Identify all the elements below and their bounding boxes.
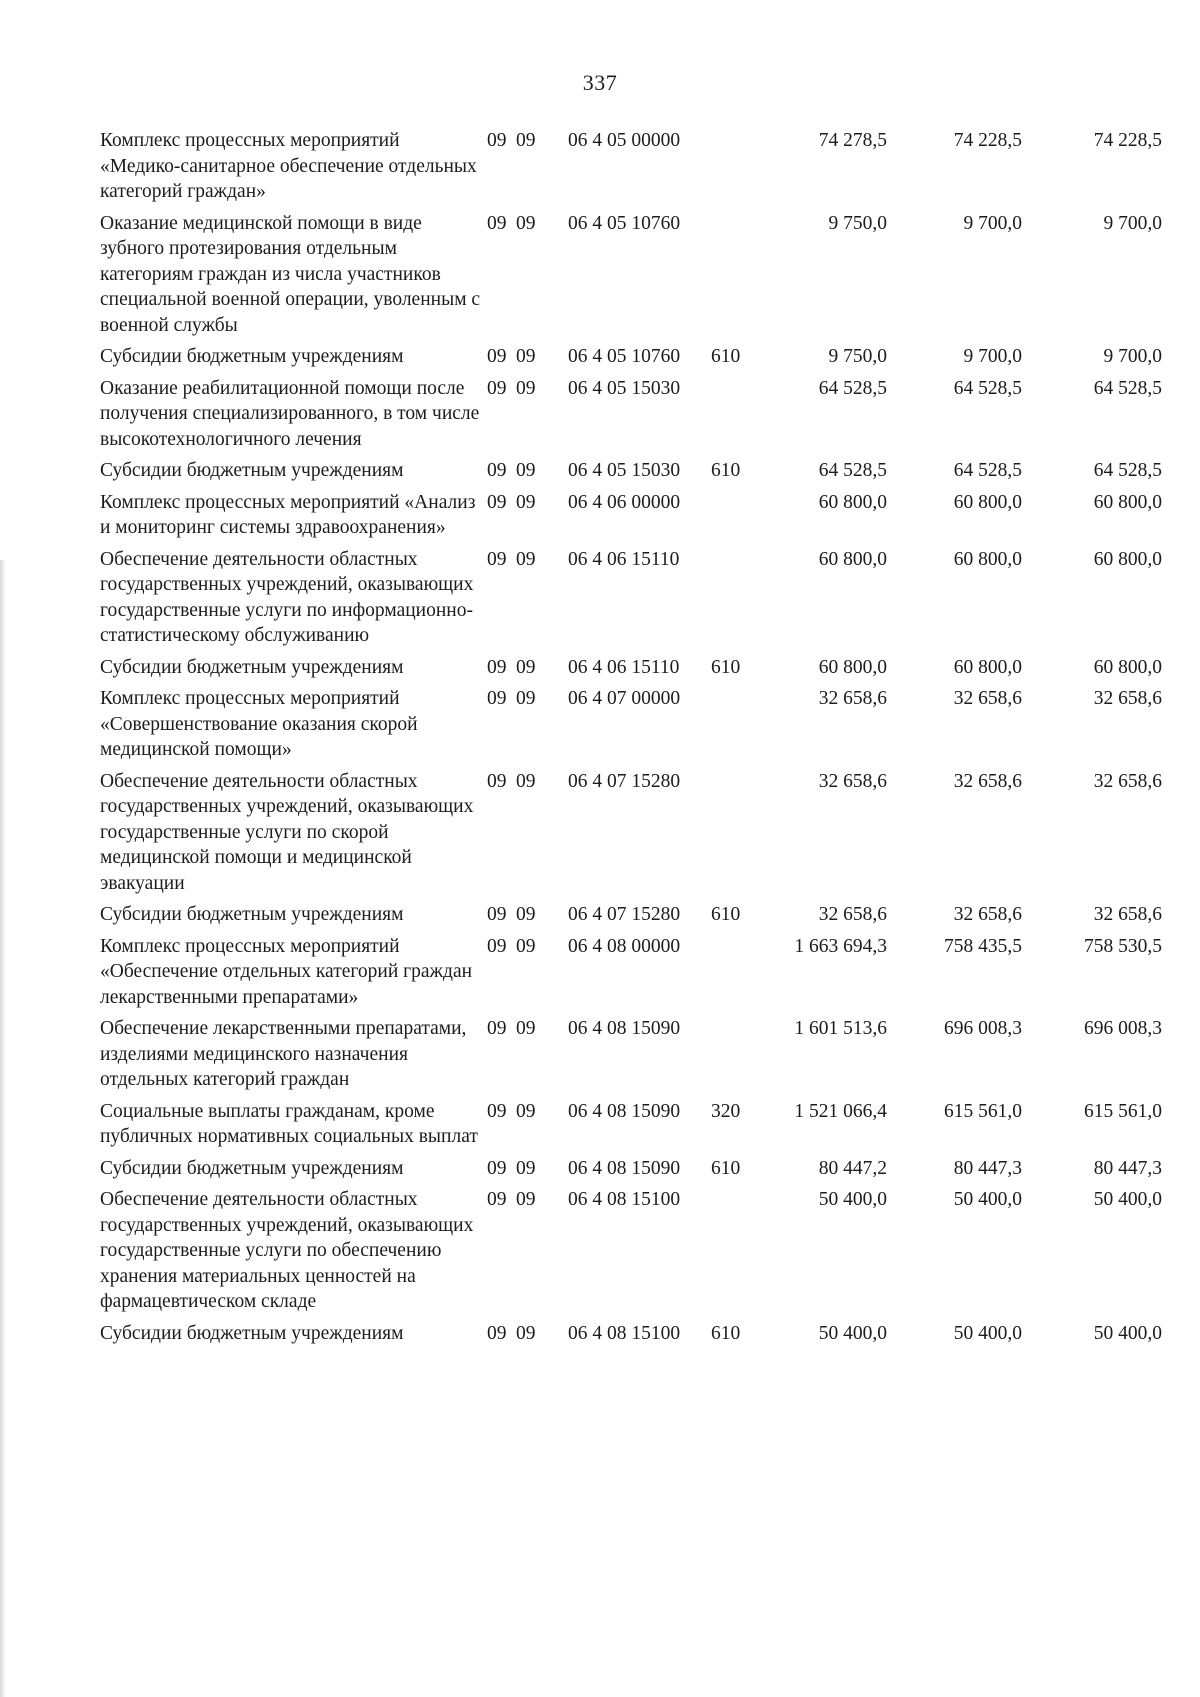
row-name: Комплекс процессных мероприятий «Совершенствование оказания скорой медицинской помощи» xyxy=(100,688,418,760)
row-subsection-code: 09 xyxy=(516,935,536,957)
row-name: Социальные выплаты гражданам, кроме публичных нормативных социальных выплат xyxy=(100,1100,478,1147)
row-amount-year-2: 758 435,5 xyxy=(944,935,1022,957)
row-target-article-code: 06 4 06 00000 xyxy=(568,491,681,513)
row-amount-year-2: 60 800,0 xyxy=(953,656,1022,678)
row-subsection-code: 09 xyxy=(516,770,536,792)
row-amount-year-1: 64 528,5 xyxy=(818,377,887,399)
row-subsection-code: 09 xyxy=(516,377,536,399)
row-amount-year-1: 32 658,6 xyxy=(818,770,887,792)
row-amount-year-3: 50 400,0 xyxy=(1093,1189,1162,1210)
row-amount-year-1: 50 400,0 xyxy=(818,1189,887,1210)
row-subsection-code: 09 xyxy=(516,212,536,234)
table-row xyxy=(100,769,1176,903)
row-amount-year-1: 32 658,6 xyxy=(818,904,887,925)
row-subsection-code: 09 xyxy=(516,491,536,513)
row-amount-year-3: 50 400,0 xyxy=(1093,1322,1162,1344)
row-subsection-code: 09 xyxy=(516,1189,536,1210)
row-amount-year-3: 74 228,5 xyxy=(1093,130,1162,151)
row-section-code: 09 xyxy=(487,904,507,925)
row-section-code: 09 xyxy=(487,656,507,678)
row-expense-type-code: 610 xyxy=(711,656,741,678)
row-amount-year-2: 64 528,5 xyxy=(953,460,1022,481)
row-subsection-code: 09 xyxy=(516,460,536,481)
row-amount-year-3: 32 658,6 xyxy=(1093,688,1162,709)
row-target-article-code: 06 4 06 15110 xyxy=(568,656,680,678)
row-section-code: 09 xyxy=(487,130,507,151)
row-amount-year-2: 9 700,0 xyxy=(963,212,1022,234)
row-amount-year-2: 80 447,3 xyxy=(953,1157,1022,1179)
row-amount-year-1: 64 528,5 xyxy=(818,460,887,481)
row-section-code: 09 xyxy=(487,1100,507,1122)
row-name: Субсидии бюджетным учреждениям xyxy=(100,904,404,925)
row-amount-year-2: 64 528,5 xyxy=(953,377,1022,399)
row-subsection-code: 09 xyxy=(516,656,536,678)
row-section-code: 09 xyxy=(487,1322,507,1344)
scan-edge-shadow xyxy=(0,560,6,1697)
row-amount-year-1: 60 800,0 xyxy=(818,491,887,513)
row-target-article-code: 06 4 05 10760 xyxy=(568,346,681,367)
row-amount-year-3: 696 008,3 xyxy=(1084,1018,1162,1039)
row-amount-year-2: 74 228,5 xyxy=(953,130,1022,151)
table-row xyxy=(100,376,1176,459)
row-amount-year-2: 32 658,6 xyxy=(953,904,1022,925)
row-amount-year-1: 32 658,6 xyxy=(818,688,887,709)
table-row xyxy=(100,1156,1176,1188)
row-target-article-code: 06 4 05 10760 xyxy=(568,212,681,234)
table-row xyxy=(100,458,1176,490)
row-expense-type-code: 610 xyxy=(711,1322,741,1344)
budget-table xyxy=(100,128,1176,1352)
row-amount-year-1: 9 750,0 xyxy=(828,212,887,234)
row-amount-year-1: 60 800,0 xyxy=(818,548,887,570)
row-subsection-code: 09 xyxy=(516,1100,536,1122)
row-amount-year-3: 9 700,0 xyxy=(1103,346,1162,367)
row-amount-year-3: 758 530,5 xyxy=(1084,935,1162,957)
row-name: Субсидии бюджетным учреждениям xyxy=(100,656,404,678)
table-row xyxy=(100,934,1176,1017)
row-amount-year-3: 32 658,6 xyxy=(1093,770,1162,792)
row-name: Субсидии бюджетным учреждениям xyxy=(100,1157,404,1179)
row-amount-year-2: 615 561,0 xyxy=(944,1100,1022,1122)
table-row xyxy=(100,902,1176,934)
row-name: Обеспечение лекарственными препаратами, изделиями медицинского назначения отдельных категорий граждан xyxy=(100,1018,467,1090)
row-target-article-code: 06 4 08 15090 xyxy=(568,1100,681,1122)
row-target-article-code: 06 4 08 15100 xyxy=(568,1189,681,1210)
row-amount-year-3: 60 800,0 xyxy=(1093,491,1162,513)
row-target-article-code: 06 4 05 15030 xyxy=(568,377,681,399)
row-name: Комплекс процессных мероприятий «Обеспечение отдельных категорий граждан лекарственными препаратами» xyxy=(100,935,473,1008)
row-expense-type-code: 320 xyxy=(711,1100,741,1122)
row-amount-year-2: 50 400,0 xyxy=(953,1189,1022,1210)
row-amount-year-2: 696 008,3 xyxy=(944,1018,1022,1039)
row-target-article-code: 06 4 05 00000 xyxy=(568,130,681,151)
row-amount-year-3: 60 800,0 xyxy=(1093,548,1162,570)
row-amount-year-3: 64 528,5 xyxy=(1093,460,1162,481)
row-amount-year-3: 9 700,0 xyxy=(1103,212,1162,234)
row-name: Субсидии бюджетным учреждениям xyxy=(100,1322,404,1344)
page-number: 337 xyxy=(582,70,618,95)
row-target-article-code: 06 4 07 15280 xyxy=(568,770,681,792)
row-expense-type-code: 610 xyxy=(711,904,741,925)
row-amount-year-2: 50 400,0 xyxy=(953,1322,1022,1344)
row-name: Оказание медицинской помощи в виде зубного протезирования отдельным категориям граждан из числа участников специальной военной операции, уволенным с военной службы xyxy=(100,212,481,336)
table-row xyxy=(100,655,1176,687)
row-amount-year-3: 64 528,5 xyxy=(1093,377,1162,399)
row-target-article-code: 06 4 07 00000 xyxy=(568,688,681,709)
row-amount-year-2: 60 800,0 xyxy=(953,548,1022,570)
row-section-code: 09 xyxy=(487,935,507,957)
row-name: Комплекс процессных мероприятий «Анализ и мониторинг системы здравоохранения» xyxy=(100,491,476,538)
row-amount-year-2: 32 658,6 xyxy=(953,688,1022,709)
row-target-article-code: 06 4 08 15090 xyxy=(568,1018,681,1039)
row-subsection-code: 09 xyxy=(516,688,536,709)
table-row xyxy=(100,211,1176,345)
row-target-article-code: 06 4 08 15090 xyxy=(568,1157,681,1179)
row-target-article-code: 06 4 08 15100 xyxy=(568,1322,681,1344)
row-expense-type-code: 610 xyxy=(711,346,741,367)
row-amount-year-1: 9 750,0 xyxy=(828,346,887,367)
row-section-code: 09 xyxy=(487,1018,507,1039)
row-section-code: 09 xyxy=(487,377,507,399)
row-amount-year-2: 9 700,0 xyxy=(963,346,1022,367)
row-section-code: 09 xyxy=(487,548,507,570)
row-subsection-code: 09 xyxy=(516,130,536,151)
row-section-code: 09 xyxy=(487,460,507,481)
row-subsection-code: 09 xyxy=(516,346,536,367)
row-expense-type-code: 610 xyxy=(711,460,741,481)
row-subsection-code: 09 xyxy=(516,548,536,570)
row-section-code: 09 xyxy=(487,688,507,709)
row-section-code: 09 xyxy=(487,1189,507,1210)
table-row xyxy=(100,686,1176,769)
row-amount-year-1: 50 400,0 xyxy=(818,1322,887,1344)
table-row xyxy=(100,1187,1176,1321)
row-name: Субсидии бюджетным учреждениям xyxy=(100,346,404,367)
row-amount-year-3: 60 800,0 xyxy=(1093,656,1162,678)
row-section-code: 09 xyxy=(487,212,507,234)
row-amount-year-1: 74 278,5 xyxy=(818,130,887,151)
row-section-code: 09 xyxy=(487,346,507,367)
row-amount-year-3: 32 658,6 xyxy=(1093,904,1162,925)
row-subsection-code: 09 xyxy=(516,1322,536,1344)
row-target-article-code: 06 4 07 15280 xyxy=(568,904,681,925)
row-target-article-code: 06 4 06 15110 xyxy=(568,548,680,570)
row-amount-year-3: 615 561,0 xyxy=(1084,1100,1162,1122)
table-row xyxy=(100,490,1176,547)
row-amount-year-1: 1 601 513,6 xyxy=(794,1018,887,1039)
row-section-code: 09 xyxy=(487,770,507,792)
row-name: Обеспечение деятельности областных государственных учреждений, оказывающих государственные услуги по информационно-статистическому обслуживанию xyxy=(100,548,474,646)
row-amount-year-1: 60 800,0 xyxy=(818,656,887,678)
row-amount-year-3: 80 447,3 xyxy=(1093,1157,1162,1179)
table-row xyxy=(100,1016,1176,1099)
row-name: Субсидии бюджетным учреждениям xyxy=(100,460,404,481)
row-target-article-code: 06 4 08 00000 xyxy=(568,935,681,957)
row-target-article-code: 06 4 05 15030 xyxy=(568,460,681,481)
row-name: Обеспечение деятельности областных государственных учреждений, оказывающих государственные услуги по обеспечению хранения материальных ценностей на фармацевтическом складе xyxy=(100,1189,474,1312)
row-name: Обеспечение деятельности областных государственных учреждений, оказывающих государственные услуги по скорой медицинской помощи и медицинской эвакуации xyxy=(100,770,474,894)
row-subsection-code: 09 xyxy=(516,904,536,925)
row-name: Оказание реабилитационной помощи после получения специализированного, в том числе высокотехнологичного лечения xyxy=(100,377,480,450)
table-row xyxy=(100,1099,1176,1156)
row-subsection-code: 09 xyxy=(516,1018,536,1039)
table-row xyxy=(100,128,1176,211)
table-row xyxy=(100,1321,1176,1353)
row-amount-year-1: 80 447,2 xyxy=(818,1157,887,1179)
row-amount-year-2: 32 658,6 xyxy=(953,770,1022,792)
row-expense-type-code: 610 xyxy=(711,1157,741,1179)
row-section-code: 09 xyxy=(487,491,507,513)
table-row xyxy=(100,344,1176,376)
table-row xyxy=(100,547,1176,655)
row-subsection-code: 09 xyxy=(516,1157,536,1179)
row-section-code: 09 xyxy=(487,1157,507,1179)
row-name: Комплекс процессных мероприятий «Медико-санитарное обеспечение отдельных категорий граждан» xyxy=(100,130,477,202)
row-amount-year-1: 1 663 694,3 xyxy=(794,935,887,957)
row-amount-year-1: 1 521 066,4 xyxy=(794,1100,887,1122)
row-amount-year-2: 60 800,0 xyxy=(953,491,1022,513)
